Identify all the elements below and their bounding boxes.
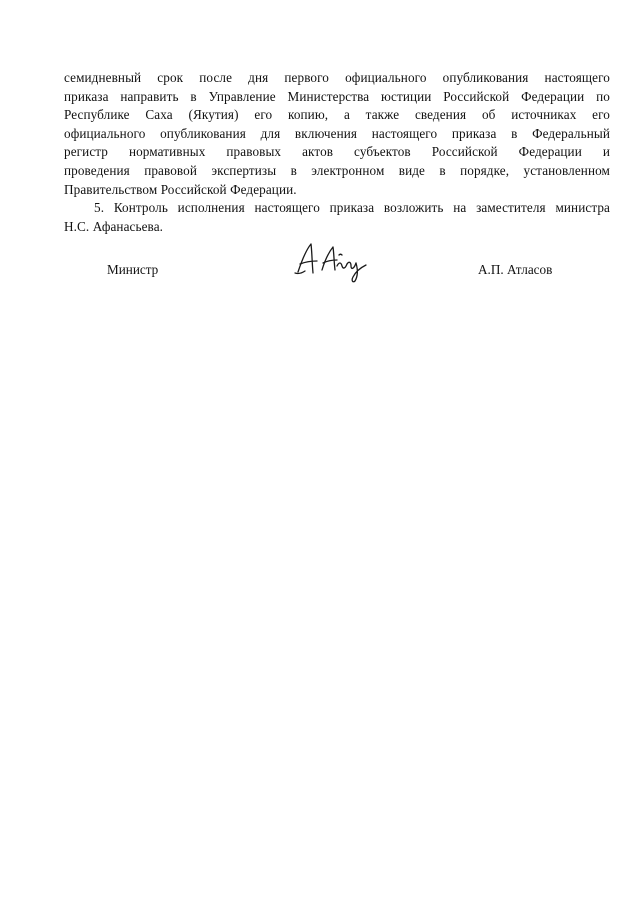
text-line: приказа направить в Управление Министерства юстиции Российской Федерации по: [64, 88, 610, 104]
signature-block: [0, 240, 640, 290]
text-line: семидневный срок после дня первого официального опубликования настоящего: [64, 70, 610, 85]
text-line: 5. Контроль исполнения настоящего приказа возложить на заместителя министра: [94, 200, 610, 216]
handwritten-signature: [292, 240, 372, 284]
text-line: регистр нормативных правовых актов субъектов Российской Федерации и: [64, 144, 610, 160]
text-line: Н.С. Афанасьева.: [64, 218, 164, 234]
text-line: Правительством Российской Федерации.: [64, 181, 297, 197]
text-line: официального опубликования для включения настоящего приказа в Федеральный: [64, 125, 610, 141]
signatory-name: А.П. Атласов: [478, 262, 553, 277]
document-body: [64, 69, 610, 236]
text-line: Республике Саха (Якутия) его копию, а также сведения об источниках его: [64, 107, 610, 123]
text-line: проведения правовой экспертизы в электронном виде в порядке, установленном: [64, 162, 610, 178]
signatory-role: Министр: [107, 262, 159, 277]
